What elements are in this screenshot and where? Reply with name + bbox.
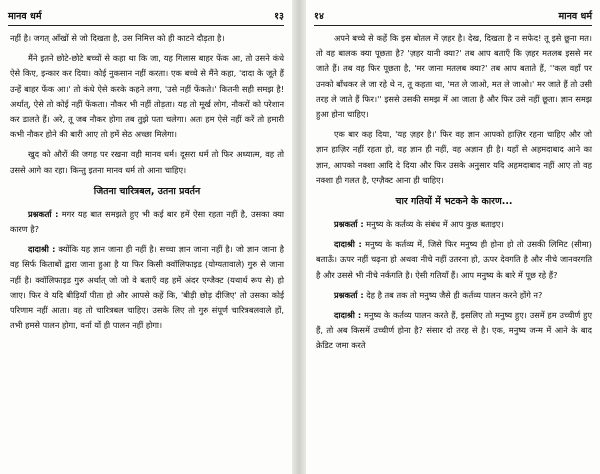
speaker-label: प्रश्नकर्ता : xyxy=(334,289,364,300)
question-paragraph xyxy=(316,217,592,232)
paragraph: एक बार कह दिया, 'यह ज़हर है।' फिर वह ज्ञान आपको हाज़िर रहना चाहिए और जो ज्ञान हाज़िर नहीं रहता हो, वह ज्ञान ही नहीं, वह अज्ञान ही है। यहाँ से अहमदाबाद आने का ज्ञान, आपको नक्शा आदि दे दिया और फिर उसके अनुसार यदि अहमदाबाद नहीं आए तो वह नक्शा ही गलत है, एग्ज़ैक्ट आना ही चाहिए। xyxy=(316,129,592,185)
left-header-title: मानव धर्म xyxy=(8,11,42,22)
speaker-label: दादाश्री : xyxy=(28,244,56,255)
speaker-label: दादाश्री : xyxy=(334,239,362,250)
answer-text: मनुष्य के कर्तव्य में, जिसे फिर मनुष्य ही होना हो तो उसकी लिमिट (सीमा) बताऊँ। ऊपर नहीं चढ़ना हो अथवा नीचे नहीं उतरना हो, ऊपर देवगति है और नीचे जानवरगति है और उससे भी नीचे नर्कगति है। ऐसी गतियाँ हैं। आप मनुष्य के बारे में पूछ रहे हैं? xyxy=(316,239,592,280)
right-page-body xyxy=(316,31,592,468)
left-page xyxy=(0,0,292,474)
answer-text: क्योंकि यह ज्ञान जाना ही नहीं है। सच्चा ज्ञान जाना नहीं है। जो ज्ञान जाना है वह सिर्फ किताबों द्वारा जाना हुआ है या फिर किसी क्वॉलिफाइड (योग्यतावाले) गुरु से जाना नहीं है। क्वॉलिफाइड गुरु अर्थात् जो जो वे बताएँ वह हमें अंदर एग्जैक्ट (यथार्थ रूप से) हो जाए। फिर वे यदि बीड़ियाँ पीता हो और आपसे कहें कि, 'बीड़ी छोड़ दीजिए' तो उसका कोई परिणाम नहीं आता। वह तो चारित्रबल चाहिए। उसके लिए तो गुरु संपूर्ण चारित्रबलवाले हों, तभी हमसे पालन होगा, वर्ना यों ही पालन नहीं होगा। xyxy=(10,244,284,331)
paragraph: मैंने इतने छोटे-छोटे बच्चों से कहा था कि जा, यह गिलास बाहर फेंक आ, तो उसने कंधे ऐसे किए, इन्कार कर दिया। कोई नुकसान नहीं करता। एक बच्चे से मैंने कहा, 'दादा के जूते हैं उन्हें बाहर फेंक आ।' तो कंधे ऐसे करके कहने लगा, 'उसे नहीं फेंकते।' कितनी सही समझ है! अर्थात्, ऐसे तो कोई नहीं फेंकता। नौकर भी नहीं तोड़ता। यह तो मूर्ख लोग, नौकरों को परेशान कर डालते हैं। अरे, तू जब नौकर होगा तब तुझे पता चलेगा। अतः हम ऐसे नहीं करें तो हमारी कभी नौकर होने की बारी आए तो हमें सेठ अच्छा मिलेगा। xyxy=(10,53,284,140)
book-gutter xyxy=(292,0,306,474)
left-page-header xyxy=(8,9,284,23)
section-heading: जितना चारित्रबल, उतना प्रवर्तन xyxy=(93,185,201,197)
right-header-title: मानव धर्म xyxy=(558,11,592,22)
section-heading: चार गतियों में भटकने के कारण... xyxy=(395,196,513,208)
left-page-number: १३ xyxy=(274,11,284,22)
question-text: मनुष्य के कर्तव्य के संबंध में आप कुछ बताइए। xyxy=(366,219,504,230)
answer-paragraph xyxy=(316,237,592,283)
paragraph: अपने बच्चे से कहें कि इस बोतल में ज़हर है। देख, दिखता है न सफेद! तू इसे छूना मत। तो वह बालक क्या पूछता है? 'ज़हर यानी क्या?' तब आप बताएँ कि ज़हर मतलब इससे मर जाते हैं। तब वह फिर पूछता है, 'मर जाना मतलब क्या?' तब आप बताते हैं, ''कल वहाँ पर उनको बाँधकर ले जा रहे थे न, तू कहता था, 'मत ले जाओ, मत ले जाओ।' मर जाते हैं तो उसी तरह ले जाते हैं फिर।'' इससे उसकी समझ में आ जाता है और फिर उसे नहीं छूता। ज्ञान समझ हुआ होना चाहिए। xyxy=(316,33,592,120)
speaker-label: दादाश्री : xyxy=(334,310,362,321)
speaker-label: प्रश्नकर्ता : xyxy=(28,208,59,219)
question-text: देह है तब तक तो मनुष्य जैसे ही कर्तव्य पालन करने होंगे न? xyxy=(366,289,543,300)
question-text: मगर यह बात समझते हुए भी कई बार हमें ऐसा रहता नहीं है, उसका क्या कारण है? xyxy=(10,208,284,235)
question-paragraph xyxy=(316,288,592,303)
right-header-rule xyxy=(314,25,592,26)
paragraph: नहीं है। जगत् आँखों से जो दिखता है, उस निमित्त को ही काटने दौड़ता है। xyxy=(10,33,225,43)
answer-text: मनुष्य के कर्तव्य पालन करते हैं, इसलिए तो मनुष्य हुए। उसमें हम उच्चीर्ण हुए हैं, तो अब किसमें उच्चीर्ण होना है? संसार दो तरह से है। एक, मनुष्य जन्म में आने के बाद क्रेडिट जमा करते xyxy=(316,310,592,351)
answer-paragraph xyxy=(10,242,284,333)
paragraph: खुद को औरों की जगह पर रखना वही मानव धर्म। दूसरा धर्म तो फिर अध्यात्म, वह तो उससे आगे का रहा। किन्तु इतना मानव धर्म तो आना चाहिए। xyxy=(10,149,284,175)
question-paragraph xyxy=(10,207,284,237)
right-page-number: १४ xyxy=(314,11,324,22)
right-page-header xyxy=(314,9,592,23)
answer-paragraph xyxy=(316,308,592,354)
right-page xyxy=(306,0,600,474)
speaker-label: प्रश्नकर्ता : xyxy=(334,219,364,230)
left-header-rule xyxy=(8,25,284,26)
left-page-body xyxy=(10,31,284,468)
